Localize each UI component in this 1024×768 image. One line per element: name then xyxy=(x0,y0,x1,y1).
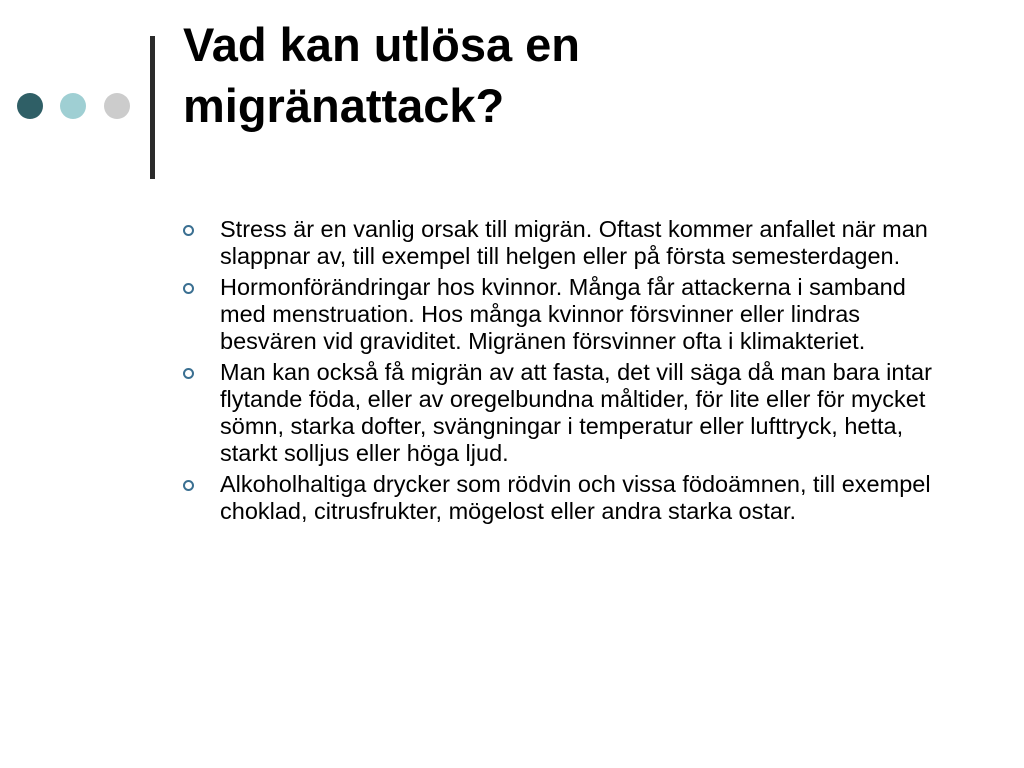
slide-title-line-2: migränattack? xyxy=(183,79,505,132)
bullet-text: Hormonförändringar hos kvinnor. Många får attackerna i samband med menstruation. Hos många kvinnor försvinner eller lindras besvären vid graviditet. Migränen försvinner ofta i klimakteriet. xyxy=(220,274,906,354)
slide-title-line-1: Vad kan utlösa en xyxy=(183,18,581,71)
bullet-text: Man kan också få migrän av att fasta, det vill säga då man bara intar flytande föda, eller av oregelbundna måltider, för lite eller för mycket sömn, starka dofter, svängningar i temperatur eller lufttryck, hetta, starkt solljus eller höga ljud. xyxy=(220,359,932,466)
hollow-circle-bullet-icon xyxy=(183,480,194,491)
hollow-circle-bullet-icon xyxy=(183,225,194,236)
light-teal-dot-icon xyxy=(60,93,86,119)
gray-dot-icon xyxy=(104,93,130,119)
bullet-item xyxy=(183,471,953,525)
hollow-circle-bullet-icon xyxy=(183,283,194,294)
bullet-item xyxy=(183,274,953,355)
slide-title xyxy=(183,14,983,136)
bullet-text: Stress är en vanlig orsak till migrän. Oftast kommer anfallet när man slappnar av, till exempel till helgen eller på första semesterdagen. xyxy=(220,216,928,269)
title-divider xyxy=(150,36,155,179)
bullet-text: Alkoholhaltiga drycker som rödvin och vissa födoämnen, till exempel choklad, citrusfrukter, mögelost eller andra starka ostar. xyxy=(220,471,931,524)
bullet-item xyxy=(183,216,953,270)
dark-teal-dot-icon xyxy=(17,93,43,119)
bullet-list xyxy=(183,216,953,529)
hollow-circle-bullet-icon xyxy=(183,368,194,379)
bullet-item xyxy=(183,359,953,467)
